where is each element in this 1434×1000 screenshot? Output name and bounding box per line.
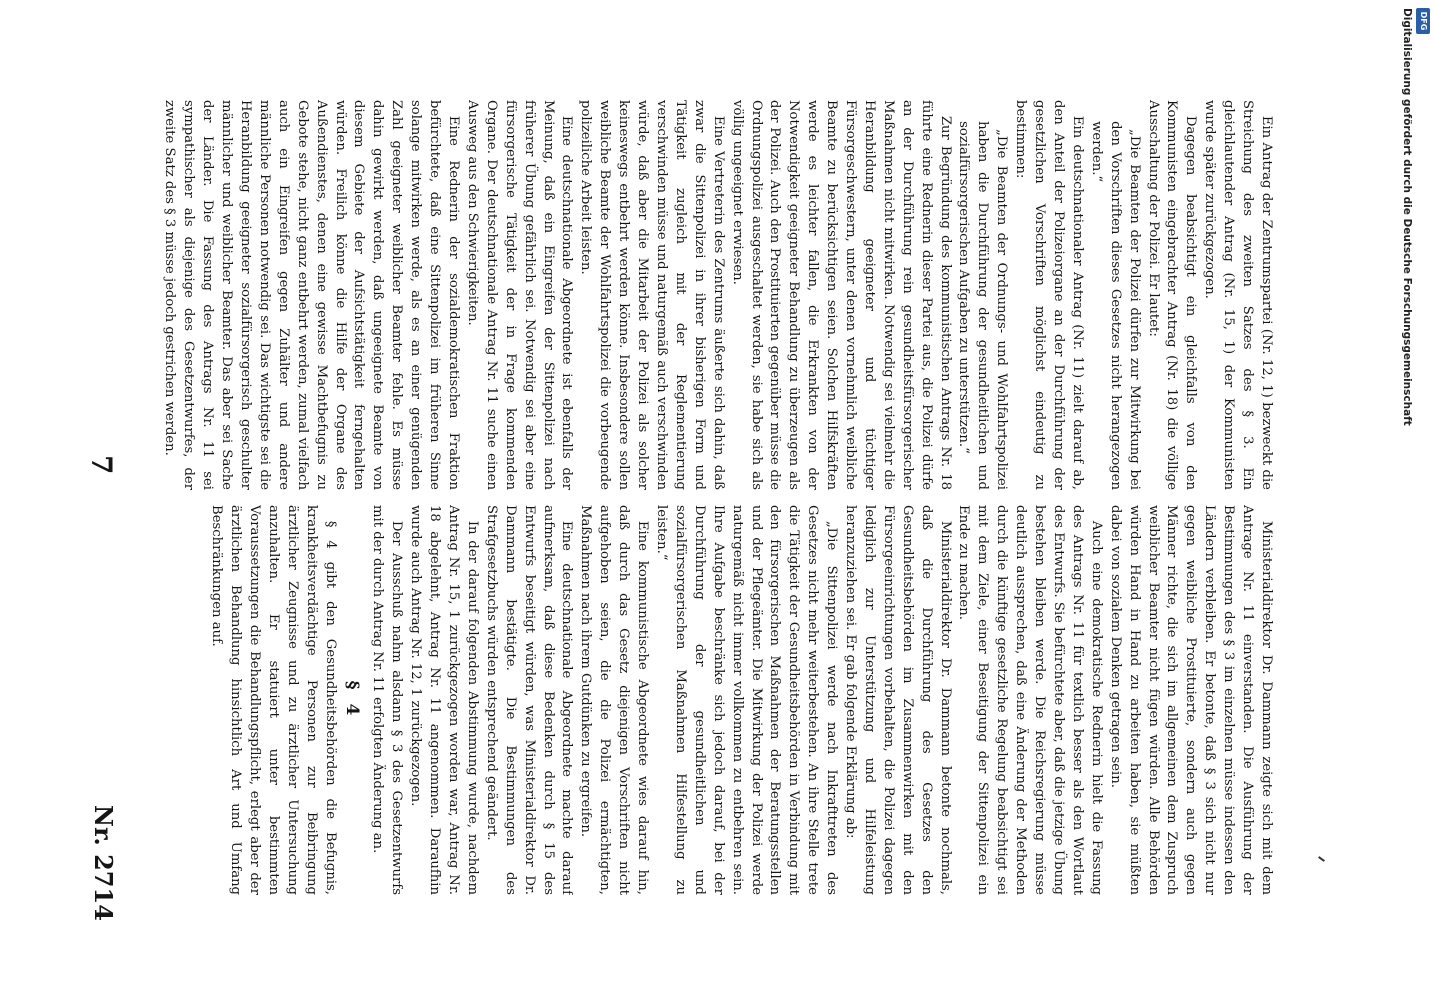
paragraph: „Die Sittenpolizei werde nach Inkrafttreten des Gesetzes nicht mehr weiterbestehen. An ihre Stelle trete die Tätigkeit der Gesundheitsbehörden in Verbindung mit den fürsorgerischen Maßnahmen der Beratungsstellen und der Pflegeämter. Die Mitwirkung der Polizei werde naturgemäß nicht immer vollkommen zu entbehren sein. Ihre Aufgabe beschränke sich jedoch darauf, bei der Durchführung der gesundheitlichen und sozialfürsorgerischen Maßnahmen Hilfestellung zu leisten.“ xyxy=(654,505,840,895)
digitization-credit-text: Digitalisierung gefördert durch die Deutsche Forschungsgemeinschaft xyxy=(1401,8,1413,426)
paragraph: Ministerialdirektor Dr. Dammann betonte nochmals, daß die Durchführung des Gesetzes den Gesundheitsbehörden im Zusammenwirken mit den Fürsorgeeinrichtungen vorbehalten, die Polizei dagegen lediglich zur Unterstützung und Hilfeleistung heranzuziehen sei. Er gab folgende Erklärung ab: xyxy=(843,505,953,895)
quoted-motion: „Die Beamten der Polizei dürfen zur Mitwirkung bei den Vorschriften dieses Gesetzes nicht herangezogen werden.“ xyxy=(1088,121,1142,490)
paragraph: In der darauf folgenden Abstimmung wurde, nachdem Antrag Nr. 15, 1 zurückgezogen worden war, Antrag Nr. 18 abgelehnt, Antrag Nr. 11 angenommen. Daraufhin wurde auch Antrag Nr. 12, 1 zurückgezogen. xyxy=(408,505,480,895)
paragraph: Dagegen beabsichtigt ein gleichfalls von den Kommunisten eingebrachter Antrag (Nr. 18) die völlige Ausschaltung der Polizei. Er lautet: xyxy=(1145,100,1199,490)
right-text-column xyxy=(135,505,1275,895)
paragraph: § 4 gibt den Gesundheitsbehörden die Befugnis, krankheitsverdächtige Personen zur Beibringung ärztlicher Zeugnisse und zu ärztlicher Untersuchung anzuhalten. Er statuiert unter bestimmten Voraussetzungen die Behandlungspflicht, erlegt aber der ärztlichen Behandlung hinsichtlich Art und Umfang Beschränkungen auf. xyxy=(209,505,338,895)
left-text-column xyxy=(135,100,1275,490)
paragraph: Eine Rednerin der sozialdemokratischen Fraktion befürchtete, daß eine Sittenpolizei im früheren Sinne solange mitwirken werde, als es an einer genügenden Zahl geeigneter weiblicher Beamter fehle. Es müsse dahin gewirkt werden, daß ungeeignete Beamte von diesem Gebiete der Aufsichtstätigkeit ferngehalten würden. Freilich könne die Hilfe der Organe des Außendienstes, denen eine gewisse Machtbefugnis zu Gebote stehe, nicht ganz entbehrt werden, zumal vielfach auch ein Eingreifen gegen Zuhälter und andere männliche Personen notwendig sei. Das wichtigste sei die Heranbildung geeigneter sozialfürsorgerisch geschulter männlicher und weiblicher Beamter. Das aber sei Sache der Länder. Die Fassung des Antrags Nr. 11 sei sympathischer als diejenige des Gesetzentwurfes, der zweite Satz des § 3 müsse jedoch gestrichen werden. xyxy=(162,100,462,490)
paragraph: Ein deutschnationaler Antrag (Nr. 11) zielt darauf ab, den Anteil der Polizeiorgane an der Durchführung der gesetzlichen Vorschriften möglichst eindeutig zu bestimmen: xyxy=(1013,100,1085,490)
paragraph: Eine kommunistische Abgeordnete wies darauf hin, daß durch das Gesetz diejenigen Vorschriften nicht aufgehoben seien, die die Polizei ermächtigten, Maßnahmen nach ihrem Gutdünken zu ergreifen. xyxy=(578,505,651,895)
paragraph: Eine deutschnationale Abgeordnete machte darauf aufmerksam, daß diese Bedenken durch § 15 des Entwurfs beseitigt würden, was Ministerialdirektor Dr. Dammann bestätigte. Die Bestimmungen des Strafgesetzbuchs würden entsprechend geändert. xyxy=(483,505,575,895)
paragraph: Ministerialdirektor Dr. Dammann zeigte sich mit dem Antrage Nr. 11 einverstanden. Die Ausführung der Bestimmungen des § 3 im einzelnen müsse indessen den Ländern verbleiben. Er betonte, daß § 3 sich nicht nur gegen weibliche Prostituierte, sondern auch gegen Männer richte, die sich im allgemeinen dem Zuspruch weiblicher Beamter nicht fügen würden. Alle Behörden würden Hand in Hand zu arbeiten haben, sie müßten dabei von sozialem Denken getragen sein. xyxy=(1107,505,1274,895)
document-number: Nr. 2714 xyxy=(89,805,118,921)
paragraph: Ein Antrag der Zentrumspartei (Nr. 12, 1) bezweckt die Streichung des zweiten Satzes des § 3. Ein gleichlautender Antrag (Nr. 15, 1) der Kommunisten wurde später zurückgezogen. xyxy=(1202,100,1274,490)
dfg-logo-text: DFG xyxy=(1419,11,1428,31)
page-number: 7 xyxy=(85,455,118,476)
dfg-logo xyxy=(1416,8,1430,34)
digitization-credit xyxy=(1392,8,1422,992)
section-heading: § 4 xyxy=(342,680,363,720)
paragraph: Auch eine demokratische Rednerin hielt die Fassung des Antrags Nr. 11 für textlich besser als den Wortlaut des Entwurfs. Sie befürchtete aber, daß die jetzige Übung bestehen bleiben werde. Die Reichsregierung müsse deutlich aussprechen, daß eine Änderung der Methoden durch die künftige gesetzliche Regelung beabsichtigt sei mit dem Ziele, einer Beseitigung der Sittenpolizei ein Ende zu machen. xyxy=(956,505,1104,895)
paragraph: Eine deutschnationale Abgeordnete ist ebenfalls der Meinung, daß ein Eingreifen der Sittenpolizei nach früherer Übung gefährlich sei. Notwendig sei aber eine fürsorgerische Tätigkeit der in Frage kommenden Organe. Der deutschnationale Antrag Nr. 11 suche einen Ausweg aus den Schwierigkeiten. xyxy=(464,100,575,490)
paragraph: Zur Begründung des kommunistischen Antrags Nr. 18 führte eine Rednerin dieser Partei aus, die Polizei dürfe an der Durchführung rein gesundheitsfürsorgerischer Maßnahmen nicht mitwirken. Notwendig sei vielmehr die Heranbildung geeigneter und tüchtiger Fürsorgeschwestern, unter denen vornehmlich weibliche Beamte zu berücksichtigen seien. Solchen Hilfskräften werde es leichter fallen, die Erkrankten von der Notwendigkeit geeigneter Behandlung zu überzeugen als der Polizei. Auch den Prostituierten gegenüber müsse die Ordnungspolizei ausgeschaltet werden, sie habe sich als völlig ungeeignet erwiesen. xyxy=(729,100,953,490)
paragraph: Eine Vertreterin des Zentrums äußerte sich dahin, daß zwar die Sittenpolizei in ihrer bisherigen Form und Tätigkeit zugleich mit der Reglementierung verschwinden müsse und naturgemäß auch verschwinden würde, daß aber die Mitarbeit der Polizei als solcher keineswegs entbehrt werden könne. Insbesondere sollen weibliche Beamte der Wohlfahrtspolizei die vorbeugende polizeiliche Arbeit leisten. xyxy=(578,100,726,490)
quoted-motion: „Die Beamten der Ordnungs- und Wohlfahrtspolizei haben die Durchführung der gesundheitlichen und sozialfürsorgerischen Aufgaben zu unterstützen.“ xyxy=(956,121,1010,490)
paragraph: Der Ausschuß nahm alsdann § 3 des Gesetzentwurfs mit der durch Antrag Nr. 11 erfolgten Änderung an. xyxy=(370,505,405,895)
